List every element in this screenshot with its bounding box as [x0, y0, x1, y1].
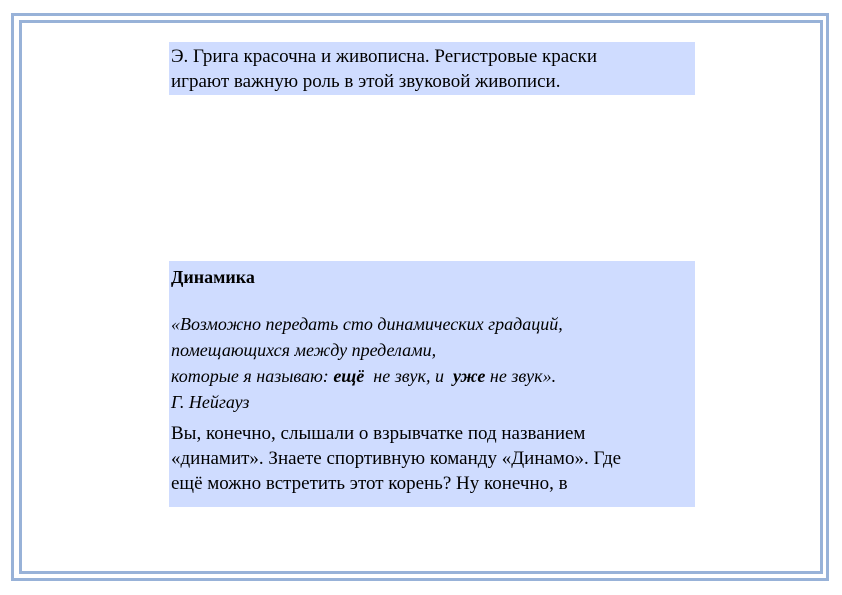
quote-line — [171, 363, 695, 389]
quote-emphasis: уже — [452, 366, 486, 386]
quote-fragment: не звук, и — [364, 366, 453, 386]
quote-fragment: которые я называю: — [171, 366, 334, 386]
section-heading: Динамика — [171, 267, 255, 287]
quote-emphasis: ещё — [333, 366, 365, 386]
spacer — [171, 289, 695, 311]
text-box-grieg — [169, 42, 695, 95]
text-line: ещё можно встретить этот корень? Ну конечно, в — [171, 473, 568, 494]
quote-author: Г. Нейгауз — [171, 392, 250, 412]
quote-fragment: не звук». — [485, 366, 557, 386]
text-line: Вы, конечно, слышали о взрывчатке под названием — [171, 423, 586, 444]
paragraph — [171, 421, 695, 496]
quote-line: помещающихся между пределами, — [171, 340, 437, 360]
text-line: «динамит». Знаете спортивную команду «Динамо». Где — [171, 448, 622, 469]
text-line: Э. Грига красочна и живописна. Регистровые краски — [171, 46, 598, 67]
text-box-dynamics — [169, 261, 695, 507]
quote-line: «Возможно передать сто динамических градаций, — [171, 314, 563, 334]
text-line: играют важную роль в этой звуковой живописи. — [171, 71, 561, 92]
